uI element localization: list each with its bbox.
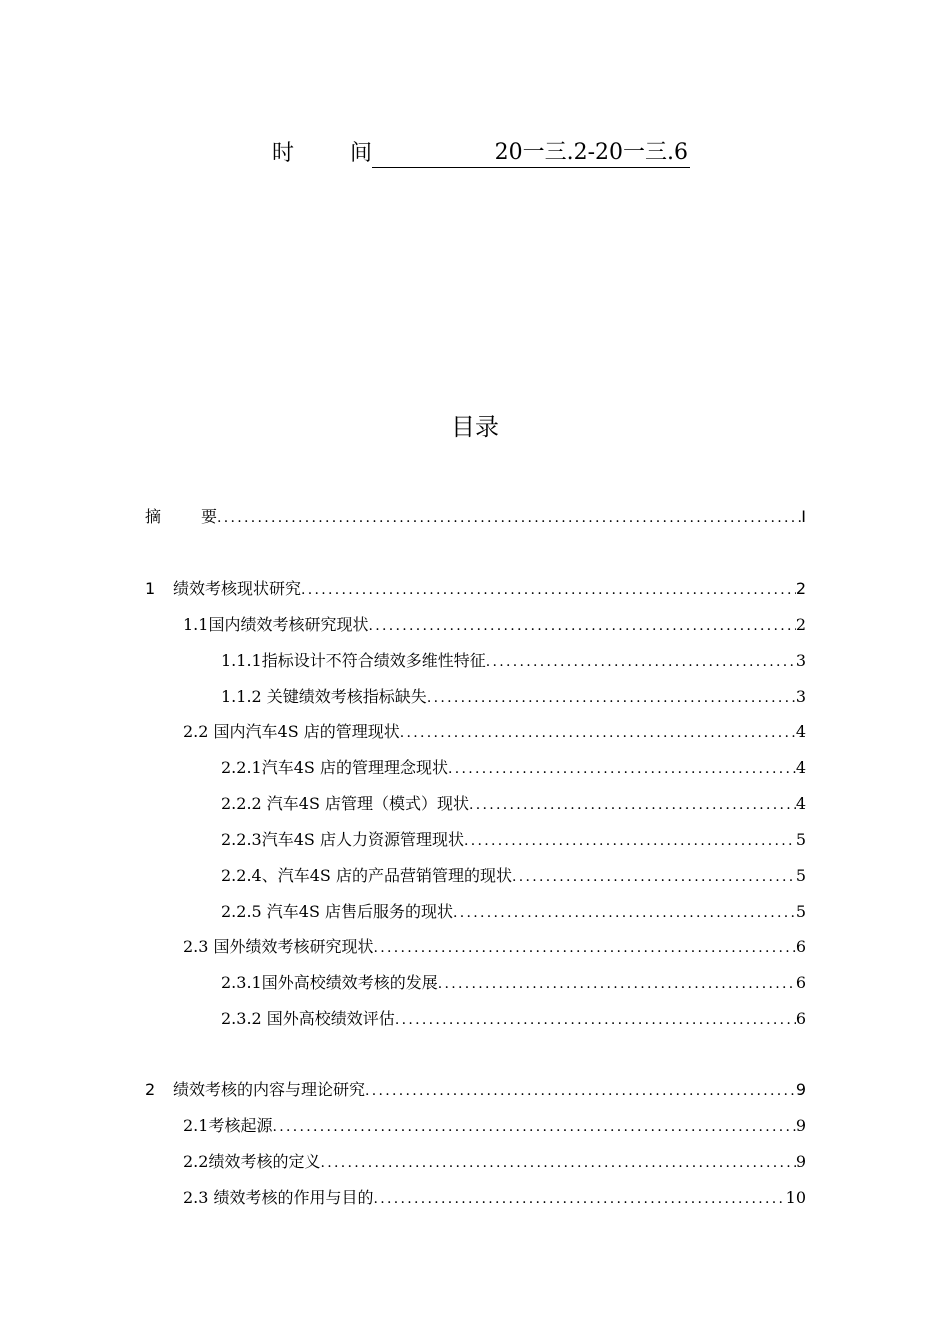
- toc-page-number: 2: [795, 579, 806, 598]
- toc-entry-text: 绩效考核的内容与理论研究: [173, 1080, 366, 1099]
- toc-entry[interactable]: [145, 1183, 806, 1209]
- time-line: [272, 136, 690, 168]
- toc-page-number: 9: [795, 1080, 806, 1099]
- toc-entry[interactable]: [145, 610, 806, 636]
- toc-entry-text: 2.3.2 国外高校绩效评估: [221, 1009, 395, 1028]
- toc-page-number: 9: [795, 1152, 806, 1171]
- toc-page-number: 3: [795, 651, 806, 670]
- toc-entry-text: 2.2.4、汽车4S 店的产品营销管理的现状: [221, 866, 512, 885]
- toc-leader-dots: [365, 1081, 796, 1101]
- toc-page-number: 6: [795, 937, 806, 956]
- toc-entry[interactable]: [145, 861, 806, 887]
- toc-leader-dots: [368, 616, 795, 636]
- toc-entry[interactable]: [145, 574, 806, 600]
- toc-page-number: 4: [795, 794, 806, 813]
- toc-leader-dots: [469, 795, 796, 815]
- toc-leader-dots: [453, 903, 796, 923]
- toc-entry[interactable]: [145, 753, 806, 779]
- toc-page-number: 5: [795, 902, 806, 921]
- toc-entry-abstract[interactable]: [145, 502, 806, 528]
- time-value: 20一三.2-20一三.6: [372, 139, 690, 168]
- toc-entry-text: 1.1.1指标设计不符合绩效多维性特征: [221, 651, 486, 670]
- toc-chapter-number: 2: [145, 1080, 156, 1099]
- toc-entry[interactable]: [145, 789, 806, 815]
- toc-entry-text: 2.3.1国外高校绩效考核的发展: [221, 973, 438, 992]
- toc-entry[interactable]: [145, 968, 806, 994]
- toc-leader-dots: [217, 508, 801, 528]
- toc-entry[interactable]: [145, 1147, 806, 1173]
- toc-title: 目录: [451, 413, 499, 441]
- toc-page-number: 6: [795, 973, 806, 992]
- toc-page-number: 5: [795, 866, 806, 885]
- toc-page-number: 4: [795, 722, 806, 741]
- time-label-char-1: 时: [272, 141, 295, 166]
- toc-leader-dots: [486, 652, 796, 672]
- toc-leader-dots: [400, 723, 796, 743]
- toc-page-number: 3: [795, 687, 806, 706]
- toc-entry-text: 1.1.2 关键绩效考核指标缺失: [221, 687, 427, 706]
- toc-entry-text: 2.2 国内汽车4S 店的管理现状: [183, 722, 400, 741]
- toc-entry[interactable]: [145, 646, 806, 672]
- toc-leader-dots: [320, 1153, 795, 1173]
- toc-leader-dots: [464, 831, 796, 851]
- toc-entry-text: 2.2.5 汽车4S 店售后服务的现状: [221, 902, 454, 921]
- toc-entry-text: 2.2绩效考核的定义: [183, 1152, 321, 1171]
- toc-page-number: 6: [795, 1009, 806, 1028]
- toc-leader-dots: [448, 759, 796, 779]
- toc-entry[interactable]: [145, 897, 806, 923]
- toc-entry-text: 2.2.3汽车4S 店人力资源管理现状: [221, 830, 464, 849]
- toc-page-number: 10: [785, 1188, 806, 1207]
- time-label: [272, 140, 372, 168]
- toc-leader-dots: [374, 1189, 786, 1209]
- toc-page-number: 4: [795, 758, 806, 777]
- toc-entry-text: 绩效考核现状研究: [173, 579, 302, 598]
- toc-page-number: I: [801, 507, 806, 526]
- toc-leader-dots: [427, 688, 796, 708]
- toc-page-number: 2: [795, 615, 806, 634]
- toc-entry[interactable]: [145, 932, 806, 958]
- toc-page-number: 9: [795, 1116, 806, 1135]
- toc-entry[interactable]: [145, 825, 806, 851]
- toc-leader-dots: [512, 867, 796, 887]
- toc-entry-text: 2.1考核起源: [183, 1116, 273, 1135]
- toc-leader-dots: [395, 1010, 796, 1030]
- toc-leader-dots: [272, 1117, 795, 1137]
- toc-entry[interactable]: [145, 1075, 806, 1101]
- toc-entry[interactable]: [145, 1004, 806, 1030]
- toc-leader-dots: [301, 580, 796, 600]
- time-label-char-2: 间: [349, 141, 372, 166]
- toc-entry-text: 2.2.1汽车4S 店的管理理念现状: [221, 758, 448, 777]
- toc-entry[interactable]: [145, 1111, 806, 1137]
- toc-entry-text: 2.3 绩效考核的作用与目的: [183, 1188, 374, 1207]
- toc-entry-text: 2.3 国外绩效考核研究现状: [183, 937, 374, 956]
- toc-entry[interactable]: [145, 682, 806, 708]
- toc-leader-dots: [438, 974, 796, 994]
- toc-entry-text: 1.1国内绩效考核研究现状: [183, 615, 369, 634]
- toc-page-number: 5: [795, 830, 806, 849]
- toc-chapter-number: 1: [145, 579, 156, 598]
- toc-entry-text: 摘 要: [145, 507, 218, 526]
- toc-leader-dots: [374, 938, 796, 958]
- toc-entry-text: 2.2.2 汽车4S 店管理（模式）现状: [221, 794, 470, 813]
- toc-entry[interactable]: [145, 717, 806, 743]
